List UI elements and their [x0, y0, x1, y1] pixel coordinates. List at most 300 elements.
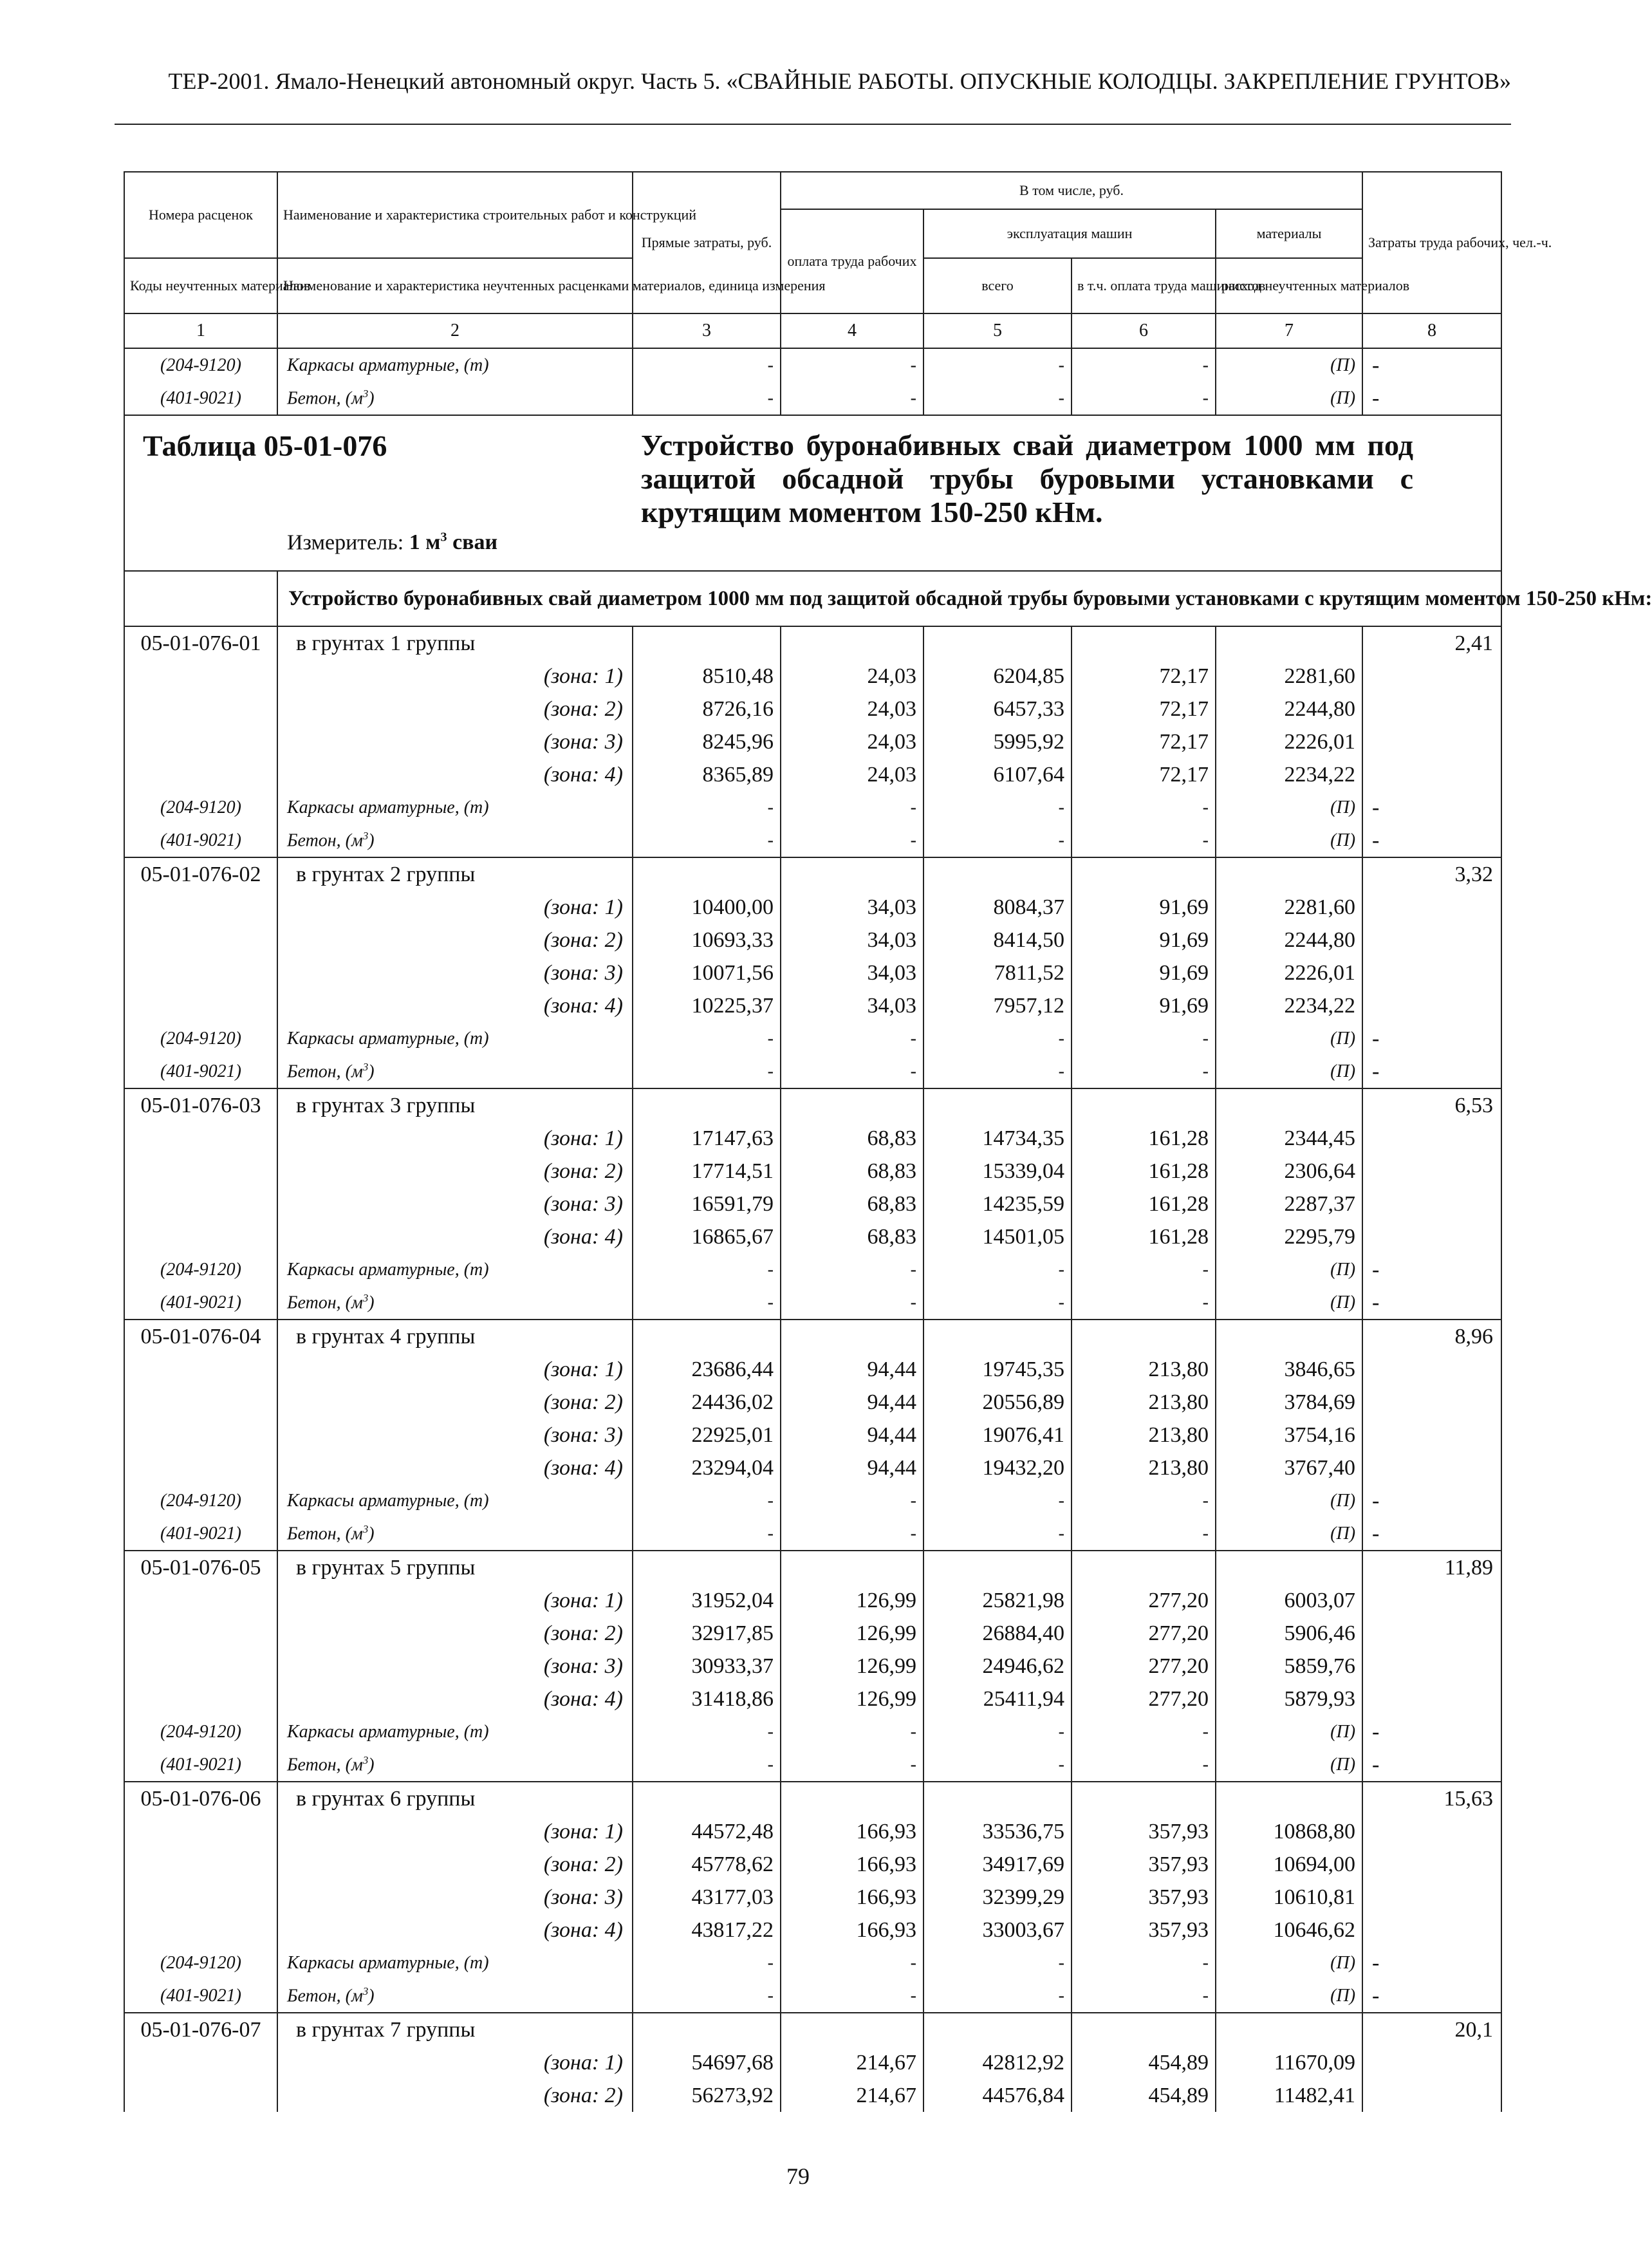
dash-cell: - — [923, 1748, 1072, 1782]
zone-label: (зона: 1) — [277, 891, 633, 924]
header-rule — [115, 124, 1511, 125]
table-title-row — [124, 415, 1501, 571]
p-mark: (П) — [1216, 1484, 1362, 1517]
machines-total: 33536,75 — [923, 1815, 1072, 1848]
empty-cell — [124, 1617, 277, 1650]
empty-cell — [124, 1353, 277, 1386]
empty-cell — [781, 2013, 923, 2046]
empty-cell — [633, 1782, 781, 1815]
empty-cell — [1362, 693, 1501, 725]
unit-close: ) — [368, 1986, 375, 2006]
materials-cost: 2281,60 — [1216, 660, 1362, 693]
material-row — [124, 1946, 1501, 1979]
empty-cell — [1362, 1881, 1501, 1914]
dash-cell: - — [781, 382, 923, 415]
empty-cell — [1362, 1451, 1501, 1484]
rate-row — [124, 2013, 1501, 2046]
empty-cell — [1362, 1617, 1501, 1650]
empty-cell — [1362, 1188, 1501, 1220]
material-name — [277, 1946, 633, 1979]
materials-cost: 11670,09 — [1216, 2046, 1362, 2079]
material-name-text: Бетон, (м — [287, 830, 363, 851]
zone-label: (зона: 1) — [277, 1122, 633, 1155]
empty-cell — [124, 660, 277, 693]
materials-cost: 2306,64 — [1216, 1155, 1362, 1188]
labor-cost: 15,63 — [1362, 1782, 1501, 1815]
machines-total: 34917,69 — [923, 1848, 1072, 1881]
zone-label: (зона: 2) — [277, 1155, 633, 1188]
direct-costs: 31418,86 — [633, 1683, 781, 1715]
materials-cost: 2244,80 — [1216, 693, 1362, 725]
dash-cell: - — [1362, 1946, 1501, 1979]
header-including: В том числе, руб. — [781, 172, 1362, 209]
dash-cell: - — [1072, 1946, 1216, 1979]
direct-costs: 23686,44 — [633, 1353, 781, 1386]
zone-row — [124, 758, 1501, 791]
machines-labor: 161,28 — [1072, 1220, 1216, 1253]
dash-cell: - — [1362, 1055, 1501, 1088]
header-labor-costs: Затраты труда рабочих, чел.-ч. — [1362, 172, 1501, 313]
material-code: (401-9021) — [124, 1517, 277, 1551]
dash-cell: - — [1362, 1517, 1501, 1551]
labor-wages: 166,93 — [781, 1848, 923, 1881]
material-code: (204-9120) — [124, 1715, 277, 1748]
empty-cell — [923, 1320, 1072, 1353]
empty-cell — [124, 1220, 277, 1253]
machines-total: 14734,35 — [923, 1122, 1072, 1155]
zone-row — [124, 693, 1501, 725]
rate-row — [124, 857, 1501, 891]
rate-row — [124, 626, 1501, 660]
labor-wages: 24,03 — [781, 660, 923, 693]
empty-cell — [1072, 1551, 1216, 1584]
machines-labor: 161,28 — [1072, 1155, 1216, 1188]
empty-cell — [124, 956, 277, 989]
machines-labor: 277,20 — [1072, 1584, 1216, 1617]
dash-cell: - — [1072, 1979, 1216, 2013]
dash-cell: - — [633, 1748, 781, 1782]
materials-cost: 2287,37 — [1216, 1188, 1362, 1220]
dash-cell: - — [633, 1946, 781, 1979]
empty-cell — [781, 1088, 923, 1122]
direct-costs: 16591,79 — [633, 1188, 781, 1220]
material-name — [277, 1715, 633, 1748]
machines-total: 33003,67 — [923, 1914, 1072, 1946]
p-mark: (П) — [1216, 1022, 1362, 1055]
machines-total: 42812,92 — [923, 2046, 1072, 2079]
empty-cell — [1362, 1155, 1501, 1188]
zone-label: (зона: 1) — [277, 1815, 633, 1848]
material-code: (401-9021) — [124, 824, 277, 857]
empty-cell — [781, 1782, 923, 1815]
dash-cell: - — [1362, 1748, 1501, 1782]
machines-total: 5995,92 — [923, 725, 1072, 758]
materials-cost: 2281,60 — [1216, 891, 1362, 924]
empty-cell — [923, 857, 1072, 891]
dash-cell: - — [1362, 791, 1501, 824]
empty-cell — [1216, 857, 1362, 891]
zone-label: (зона: 2) — [277, 693, 633, 725]
materials-cost: 10610,81 — [1216, 1881, 1362, 1914]
dash-cell: - — [923, 1979, 1072, 2013]
materials-cost: 2295,79 — [1216, 1220, 1362, 1253]
zone-row — [124, 1650, 1501, 1683]
direct-costs: 24436,02 — [633, 1386, 781, 1419]
direct-costs: 30933,37 — [633, 1650, 781, 1683]
dash-cell: - — [1362, 382, 1501, 415]
dash-cell: - — [923, 824, 1072, 857]
empty-cell — [633, 1088, 781, 1122]
dash-cell: - — [633, 1517, 781, 1551]
dash-cell: - — [1072, 1253, 1216, 1286]
zone-row — [124, 1683, 1501, 1715]
labor-cost: 3,32 — [1362, 857, 1501, 891]
material-row — [124, 1517, 1501, 1551]
p-mark: (П) — [1216, 1715, 1362, 1748]
empty-cell — [1362, 758, 1501, 791]
zone-label: (зона: 3) — [277, 1650, 633, 1683]
direct-costs: 32917,85 — [633, 1617, 781, 1650]
empty-cell — [923, 1551, 1072, 1584]
measure-sup: 3 — [440, 530, 447, 545]
empty-cell — [923, 626, 1072, 660]
material-name — [277, 791, 633, 824]
empty-cell — [1362, 891, 1501, 924]
empty-cell — [1362, 725, 1501, 758]
zone-row — [124, 1122, 1501, 1155]
dash-cell: - — [1072, 382, 1216, 415]
unit-close: ) — [368, 1292, 375, 1313]
empty-cell — [1362, 1353, 1501, 1386]
labor-cost: 2,41 — [1362, 626, 1501, 660]
rate-name: в грунтах 1 группы — [277, 626, 633, 660]
machines-total: 19076,41 — [923, 1419, 1072, 1451]
machines-total: 7957,12 — [923, 989, 1072, 1022]
measure-unit — [287, 530, 497, 555]
labor-wages: 68,83 — [781, 1155, 923, 1188]
materials-cost: 5859,76 — [1216, 1650, 1362, 1683]
material-name — [277, 1484, 633, 1517]
direct-costs: 10225,37 — [633, 989, 781, 1022]
zone-label: (зона: 2) — [277, 1848, 633, 1881]
labor-wages: 34,03 — [781, 956, 923, 989]
machines-labor: 357,93 — [1072, 1914, 1216, 1946]
empty-cell — [124, 989, 277, 1022]
machines-labor: 357,93 — [1072, 1848, 1216, 1881]
direct-costs: 43817,22 — [633, 1914, 781, 1946]
empty-cell — [124, 1848, 277, 1881]
materials-cost: 3846,65 — [1216, 1353, 1362, 1386]
column-number: 5 — [923, 313, 1072, 348]
p-mark: (П) — [1216, 824, 1362, 857]
empty-cell — [124, 758, 277, 791]
rate-name: в грунтах 2 группы — [277, 857, 633, 891]
p-mark: (П) — [1216, 1946, 1362, 1979]
material-row — [124, 1715, 1501, 1748]
zone-row — [124, 1451, 1501, 1484]
rate-name: в грунтах 5 группы — [277, 1551, 633, 1584]
dash-cell: - — [923, 1484, 1072, 1517]
dash-cell: - — [633, 1286, 781, 1320]
machines-total: 20556,89 — [923, 1386, 1072, 1419]
labor-wages: 34,03 — [781, 989, 923, 1022]
material-name — [277, 1979, 633, 2013]
labor-wages: 166,93 — [781, 1815, 923, 1848]
materials-cost: 2226,01 — [1216, 725, 1362, 758]
header-work-name: Наименование и характеристика строительных работ и конструкций — [277, 172, 633, 258]
dash-cell: - — [923, 1055, 1072, 1088]
material-name — [277, 824, 633, 857]
dash-cell: - — [923, 382, 1072, 415]
zone-label: (зона: 3) — [277, 1188, 633, 1220]
rates-table — [124, 171, 1652, 2112]
dash-cell: - — [781, 1715, 923, 1748]
empty-cell — [1072, 1320, 1216, 1353]
dash-cell: - — [781, 1946, 923, 1979]
empty-cell — [124, 2046, 277, 2079]
zone-label: (зона: 2) — [277, 924, 633, 956]
dash-cell: - — [1362, 1715, 1501, 1748]
zone-label: (зона: 1) — [277, 660, 633, 693]
labor-wages: 126,99 — [781, 1650, 923, 1683]
machines-total: 15339,04 — [923, 1155, 1072, 1188]
labor-wages: 24,03 — [781, 693, 923, 725]
zone-row — [124, 1584, 1501, 1617]
zone-row — [124, 2046, 1501, 2079]
empty-cell — [1362, 924, 1501, 956]
empty-cell — [923, 2013, 1072, 2046]
direct-costs: 17714,51 — [633, 1155, 781, 1188]
labor-wages: 34,03 — [781, 891, 923, 924]
machines-labor: 72,17 — [1072, 758, 1216, 791]
empty-cell — [1362, 1914, 1501, 1946]
direct-costs: 23294,04 — [633, 1451, 781, 1484]
unit-close: ) — [368, 1061, 375, 1082]
dash-cell: - — [633, 1055, 781, 1088]
header-machines: эксплуатация машин — [923, 209, 1216, 258]
material-row — [124, 791, 1501, 824]
table-title: Устройство буронабивных свай диаметром 1000 мм под защитой обсадной трубы буровыми установками с крутящим моментом 150-250 кНм. — [641, 429, 1413, 528]
material-code: (204-9120) — [124, 1484, 277, 1517]
machines-total: 6107,64 — [923, 758, 1072, 791]
machines-labor: 213,80 — [1072, 1386, 1216, 1419]
dash-cell: - — [1072, 1715, 1216, 1748]
material-row — [124, 1484, 1501, 1517]
material-code: (401-9021) — [124, 1055, 277, 1088]
zone-row — [124, 1188, 1501, 1220]
dash-cell: - — [1072, 791, 1216, 824]
machines-total: 14235,59 — [923, 1188, 1072, 1220]
dash-cell: - — [1072, 824, 1216, 857]
empty-cell — [1362, 1584, 1501, 1617]
unit-sup: 3 — [362, 1291, 369, 1304]
machines-labor: 357,93 — [1072, 1881, 1216, 1914]
labor-wages: 214,67 — [781, 2046, 923, 2079]
empty-cell — [124, 725, 277, 758]
material-row — [124, 1748, 1501, 1782]
dash-cell: - — [781, 348, 923, 382]
materials-cost: 2226,01 — [1216, 956, 1362, 989]
direct-costs: 54697,68 — [633, 2046, 781, 2079]
materials-cost: 2344,45 — [1216, 1122, 1362, 1155]
dash-cell: - — [781, 791, 923, 824]
machines-labor: 91,69 — [1072, 989, 1216, 1022]
dash-cell: - — [1072, 1748, 1216, 1782]
measure-label: Измеритель: — [287, 530, 404, 555]
labor-wages: 126,99 — [781, 1584, 923, 1617]
zone-row — [124, 1848, 1501, 1881]
dash-cell: - — [781, 1286, 923, 1320]
zone-label: (зона: 1) — [277, 1584, 633, 1617]
dash-cell: - — [781, 1484, 923, 1517]
direct-costs: 10693,33 — [633, 924, 781, 956]
empty-cell — [633, 857, 781, 891]
empty-cell — [1362, 989, 1501, 1022]
zone-row — [124, 924, 1501, 956]
material-name — [277, 1286, 633, 1320]
labor-wages: 94,44 — [781, 1386, 923, 1419]
empty-cell — [124, 1815, 277, 1848]
header-rate-numbers: Номера расценок — [124, 172, 277, 258]
machines-labor: 277,20 — [1072, 1683, 1216, 1715]
material-code: (204-9120) — [124, 1022, 277, 1055]
material-name — [277, 1748, 633, 1782]
unit-sup: 3 — [362, 1060, 369, 1073]
machines-total: 6204,85 — [923, 660, 1072, 693]
material-code: (401-9021) — [124, 1979, 277, 2013]
machines-labor: 357,93 — [1072, 1815, 1216, 1848]
empty-cell — [1072, 1088, 1216, 1122]
machines-labor: 72,17 — [1072, 660, 1216, 693]
material-name — [277, 348, 633, 382]
machines-labor: 161,28 — [1072, 1122, 1216, 1155]
material-code: (401-9021) — [124, 382, 277, 415]
zone-label: (зона: 3) — [277, 725, 633, 758]
dash-cell: - — [1362, 1979, 1501, 2013]
material-name-text: Бетон, (м — [287, 1292, 363, 1313]
empty-cell — [1216, 626, 1362, 660]
unit-close: ) — [368, 388, 375, 409]
direct-costs: 16865,67 — [633, 1220, 781, 1253]
empty-cell — [124, 1122, 277, 1155]
machines-labor: 91,69 — [1072, 924, 1216, 956]
rate-code: 05-01-076-02 — [124, 857, 277, 891]
material-name-text: Каркасы арматурные, (т) — [287, 355, 489, 375]
empty-cell — [633, 1320, 781, 1353]
direct-costs: 8510,48 — [633, 660, 781, 693]
materials-cost: 3754,16 — [1216, 1419, 1362, 1451]
material-name — [277, 1022, 633, 1055]
p-mark: (П) — [1216, 1979, 1362, 2013]
p-mark: (П) — [1216, 348, 1362, 382]
table-number: Таблица 05-01-076 — [143, 429, 387, 462]
dash-cell: - — [1072, 1286, 1216, 1320]
empty-cell — [1362, 1419, 1501, 1451]
dash-cell: - — [781, 1517, 923, 1551]
empty-cell — [124, 1683, 277, 1715]
zone-label: (зона: 1) — [277, 1353, 633, 1386]
direct-costs: 10400,00 — [633, 891, 781, 924]
material-name — [277, 1055, 633, 1088]
machines-total: 8414,50 — [923, 924, 1072, 956]
machines-total: 14501,05 — [923, 1220, 1072, 1253]
empty-cell — [781, 1320, 923, 1353]
dash-cell: - — [633, 791, 781, 824]
machines-labor: 213,80 — [1072, 1451, 1216, 1484]
labor-wages: 94,44 — [781, 1419, 923, 1451]
empty-cell — [124, 924, 277, 956]
column-number: 1 — [124, 313, 277, 348]
group-title-row — [124, 571, 1501, 626]
empty-cell — [1216, 1551, 1362, 1584]
machines-total: 19745,35 — [923, 1353, 1072, 1386]
machines-total: 8084,37 — [923, 891, 1072, 924]
machines-labor: 91,69 — [1072, 956, 1216, 989]
empty-cell — [1072, 1782, 1216, 1815]
dash-cell: - — [1362, 348, 1501, 382]
zone-row — [124, 1617, 1501, 1650]
zone-row — [124, 956, 1501, 989]
machines-labor: 454,89 — [1072, 2079, 1216, 2112]
column-number: 6 — [1072, 313, 1216, 348]
machines-total: 24946,62 — [923, 1650, 1072, 1683]
machines-total: 25411,94 — [923, 1683, 1072, 1715]
machines-total: 6457,33 — [923, 693, 1072, 725]
unit-close: ) — [368, 830, 375, 851]
direct-costs: 8245,96 — [633, 725, 781, 758]
group-title: Устройство буронабивных свай диаметром 1000 мм под защитой обсадной трубы буровыми установками с крутящим моментом 150-250 кНм: — [277, 571, 1501, 626]
empty-cell — [1362, 1683, 1501, 1715]
p-mark: (П) — [1216, 1748, 1362, 1782]
empty-cell — [1362, 1650, 1501, 1683]
p-mark: (П) — [1216, 1286, 1362, 1320]
material-row — [124, 1055, 1501, 1088]
zone-label: (зона: 4) — [277, 1220, 633, 1253]
material-code: (401-9021) — [124, 1286, 277, 1320]
header-material-names: Наименование и характеристика неучтенных расценками материалов, единица измерения — [277, 258, 633, 313]
dash-cell: - — [1072, 1517, 1216, 1551]
zone-label: (зона: 3) — [277, 956, 633, 989]
machines-labor: 454,89 — [1072, 2046, 1216, 2079]
dash-cell: - — [1362, 1286, 1501, 1320]
dash-cell: - — [1362, 1253, 1501, 1286]
rate-code: 05-01-076-06 — [124, 1782, 277, 1815]
empty-cell — [781, 626, 923, 660]
labor-wages: 68,83 — [781, 1188, 923, 1220]
empty-cell — [633, 2013, 781, 2046]
empty-cell — [1362, 2079, 1501, 2112]
material-row — [124, 1286, 1501, 1320]
dash-cell: - — [781, 1979, 923, 2013]
header-machines-total: всего — [923, 258, 1072, 313]
dash-cell: - — [633, 348, 781, 382]
unit-sup: 3 — [362, 1522, 369, 1535]
header-materials-unaccounted: расход неучтенных материалов — [1216, 258, 1362, 313]
zone-row — [124, 2079, 1501, 2112]
empty-cell — [633, 1551, 781, 1584]
dash-cell: - — [633, 1253, 781, 1286]
empty-cell — [1216, 2013, 1362, 2046]
unit-close: ) — [368, 1524, 375, 1544]
materials-cost: 2234,22 — [1216, 989, 1362, 1022]
machines-labor: 277,20 — [1072, 1617, 1216, 1650]
column-number: 7 — [1216, 313, 1362, 348]
empty-cell — [1216, 1320, 1362, 1353]
dash-cell: - — [923, 791, 1072, 824]
materials-cost: 3784,69 — [1216, 1386, 1362, 1419]
dash-cell: - — [781, 1055, 923, 1088]
machines-labor: 277,20 — [1072, 1650, 1216, 1683]
